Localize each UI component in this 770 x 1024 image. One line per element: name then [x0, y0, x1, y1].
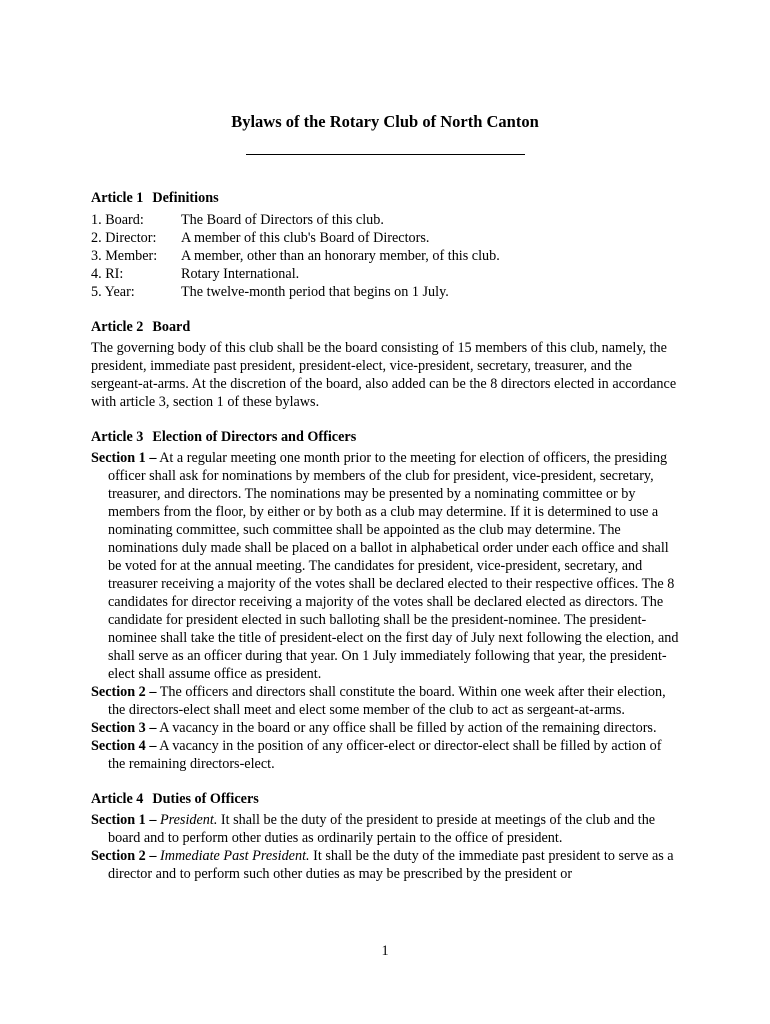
page-number: 1 [381, 943, 389, 959]
definition-text: A member, other than an honorary member, of this club. [181, 248, 500, 264]
section-label: Section 2 – [91, 848, 157, 864]
document-title: Bylaws of the Rotary Club of North Canton [231, 112, 539, 131]
article-number: Article 1 [91, 190, 144, 206]
definition-item [91, 247, 681, 265]
definition-term: 4. RI: [91, 266, 124, 282]
section-text: The officers and directors shall constitute the board. Within one week after their election, the directors-elect shall meet and elect some member of the club to act as sergeant-at-arms. [108, 684, 666, 718]
article-2-paragraph: The governing body of this club shall be the board consisting of 15 members of this club, namely, the president, immediate past president, president-elect, vice-president, secretary, treasurer, and the sergeant-at-arms. At the discretion of the board, also added can be the 8 directors elected in accordance with article 3, section 1 of these bylaws. [91, 340, 677, 410]
definition-item [91, 211, 681, 229]
article-title: Duties of Officers [152, 791, 259, 807]
section-paragraph [91, 449, 681, 683]
section-text: It shall be the duty of the immediate past president to serve as a director and to perform such other duties as may be prescribed by the president or [108, 848, 674, 882]
article-title: Board [152, 319, 191, 335]
section-paragraph [91, 811, 681, 847]
article-4-heading [91, 790, 681, 808]
section-paragraph [91, 737, 681, 773]
definition-text: A member of this club's Board of Directors. [181, 230, 430, 246]
section-italic-title: President. [159, 812, 218, 828]
article-1-heading [91, 189, 681, 207]
article-3-heading [91, 428, 681, 446]
definition-term: 1. Board: [91, 212, 144, 228]
spacer [91, 773, 681, 790]
article-2-heading [91, 318, 681, 336]
section-paragraph [91, 719, 681, 737]
article-number: Article 2 [91, 319, 144, 335]
article-number: Article 4 [91, 791, 144, 807]
definition-text: Rotary International. [181, 266, 300, 282]
article-title: Election of Directors and Officers [152, 429, 357, 445]
section-label: Section 2 – [91, 684, 157, 700]
article-4-sections [91, 811, 681, 883]
spacer [91, 411, 681, 428]
section-paragraph [91, 683, 681, 719]
section-label: Section 3 – [91, 720, 157, 736]
definition-term: 5. Year: [91, 284, 135, 300]
definition-term: 3. Member: [91, 248, 158, 264]
definition-item [91, 283, 681, 301]
section-label: Section 4 – [91, 738, 157, 754]
section-text: A vacancy in the position of any officer-elect or director-elect shall be filled by action of the remaining directors-elect. [108, 738, 662, 772]
section-text: It shall be the duty of the president to preside at meetings of the club and the board and to perform other duties as ordinarily pertain to the office of president. [108, 812, 656, 846]
section-label: Section 1 – [91, 450, 157, 466]
article-title: Definitions [152, 190, 219, 206]
definition-text: The Board of Directors of this club. [181, 212, 384, 228]
section-text: A vacancy in the board or any office shall be filled by action of the remaining directors. [159, 720, 657, 736]
section-text: At a regular meeting one month prior to the meeting for election of officers, the presiding officer shall ask for nominations by members of the club for president, vice-president, secretary, treasurer, and directors. The nominations may be presented by a nominating committee or by members from the floor, by either or by both as a club may determine. If it is determined to use a nominating committee, such committee shall be appointed as the club may determine. The nominations duly made shall be placed on a ballot in alphabetical order under each office and shall be voted for at the annual meeting. The candidates for president, vice-president, secretary, and treasurer receiving a majority of the votes shall be declared elected to their respective offices. The 8 candidates for director receiving a majority of the votes shall be declared elected as directors. The candidate for president elected in such balloting shall be the president-nominee. The president-nominee shall take the title of president-elect on the first day of July next following the election, and shall serve as an officer during that year. On 1 July immediately following that year, the president-elect shall assume office as president. [108, 450, 679, 682]
article-number: Article 3 [91, 429, 144, 445]
section-italic-title: Immediate Past President. [159, 848, 310, 864]
document-body [91, 189, 681, 883]
article-3-sections [91, 449, 681, 773]
definition-item [91, 229, 681, 247]
section-paragraph [91, 847, 681, 883]
definitions-list [91, 211, 681, 301]
definition-text: The twelve-month period that begins on 1 July. [181, 284, 449, 300]
spacer [91, 301, 681, 318]
definition-term: 2. Director: [91, 230, 157, 246]
title-underline [246, 154, 525, 155]
section-label: Section 1 – [91, 812, 157, 828]
definition-item [91, 265, 681, 283]
